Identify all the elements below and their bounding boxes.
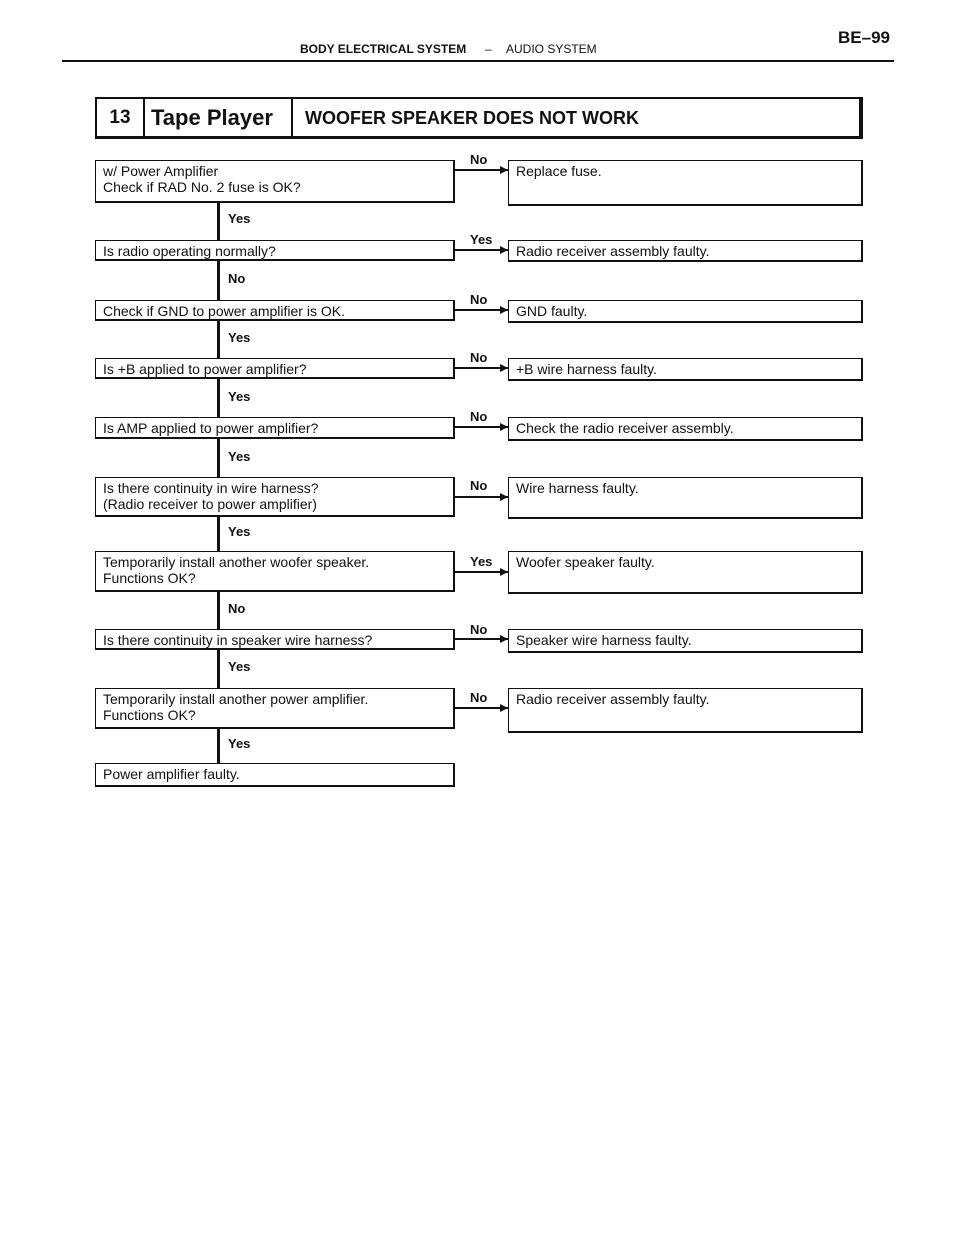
flow-label: Yes — [228, 389, 251, 404]
result-box: Speaker wire harness faulty. — [508, 629, 863, 653]
page-number: BE–99 — [838, 28, 890, 47]
arrow-right-icon — [500, 704, 508, 712]
arrow-right-icon — [500, 568, 508, 576]
header-dash: – — [485, 42, 492, 56]
flow-line — [217, 379, 220, 417]
result-box: Wire harness faulty. — [508, 477, 863, 519]
arrow-right-icon — [500, 166, 508, 174]
flow-label: Yes — [228, 659, 251, 674]
question-box: Is there continuity in speaker wire harness? — [95, 629, 455, 650]
result-box: Replace fuse. — [508, 160, 863, 206]
problem-title: WOOFER SPEAKER DOES NOT WORK — [305, 108, 640, 128]
question-box: w/ Power Amplifier Check if RAD No. 2 fuse is OK? — [95, 160, 455, 203]
header-subsystem: AUDIO SYSTEM — [506, 42, 597, 56]
question-box: Is there continuity in wire harness? (Radio receiver to power amplifier) — [95, 477, 455, 517]
section-title: Tape Player — [145, 99, 293, 136]
question-box: Is AMP applied to power amplifier? — [95, 417, 455, 439]
flow-line — [217, 517, 220, 551]
branch-label: No — [470, 622, 488, 637]
arrow-right-icon — [500, 364, 508, 372]
flow-line — [217, 439, 220, 477]
arrow-right-icon — [500, 306, 508, 314]
header-rule — [62, 60, 894, 62]
arrow-right-icon — [500, 493, 508, 501]
flow-label: Yes — [228, 736, 251, 751]
flow-label: No — [228, 601, 246, 616]
arrow-right-icon — [500, 635, 508, 643]
flow-label: Yes — [228, 449, 251, 464]
result-box: +B wire harness faulty. — [508, 358, 863, 381]
result-box: Radio receiver assembly faulty. — [508, 688, 863, 733]
result-box: GND faulty. — [508, 300, 863, 323]
final-result-box: Power amplifier faulty. — [95, 763, 455, 787]
flow-line — [217, 261, 220, 300]
question-box: Temporarily install another power amplifier. Functions OK? — [95, 688, 455, 729]
arrow-right-icon — [500, 246, 508, 254]
result-box: Woofer speaker faulty. — [508, 551, 863, 594]
branch-label: No — [470, 152, 488, 167]
flow-label: Yes — [228, 524, 251, 539]
section-number: 13 — [97, 99, 145, 136]
branch-label: No — [470, 409, 488, 424]
flow-line — [217, 650, 220, 688]
flow-label: Yes — [228, 330, 251, 345]
flow-line — [217, 592, 220, 629]
question-box: Check if GND to power amplifier is OK. — [95, 300, 455, 321]
question-box: Is radio operating normally? — [95, 240, 455, 261]
branch-label: No — [470, 690, 488, 705]
flow-label: No — [228, 271, 246, 286]
header-system: BODY ELECTRICAL SYSTEM — [300, 42, 467, 56]
result-box: Check the radio receiver assembly. — [508, 417, 863, 441]
flow-label: Yes — [228, 211, 251, 226]
branch-label: Yes — [470, 232, 493, 247]
title-bar — [95, 97, 863, 139]
flow-line — [217, 729, 220, 763]
question-box: Temporarily install another woofer speaker. Functions OK? — [95, 551, 455, 592]
arrow-right-icon — [500, 423, 508, 431]
question-box: Is +B applied to power amplifier? — [95, 358, 455, 379]
branch-label: No — [470, 350, 488, 365]
branch-label: No — [470, 478, 488, 493]
result-box: Radio receiver assembly faulty. — [508, 240, 863, 262]
flow-line — [217, 203, 220, 240]
branch-label: Yes — [470, 554, 493, 569]
branch-label: No — [470, 292, 488, 307]
flow-line — [217, 321, 220, 358]
